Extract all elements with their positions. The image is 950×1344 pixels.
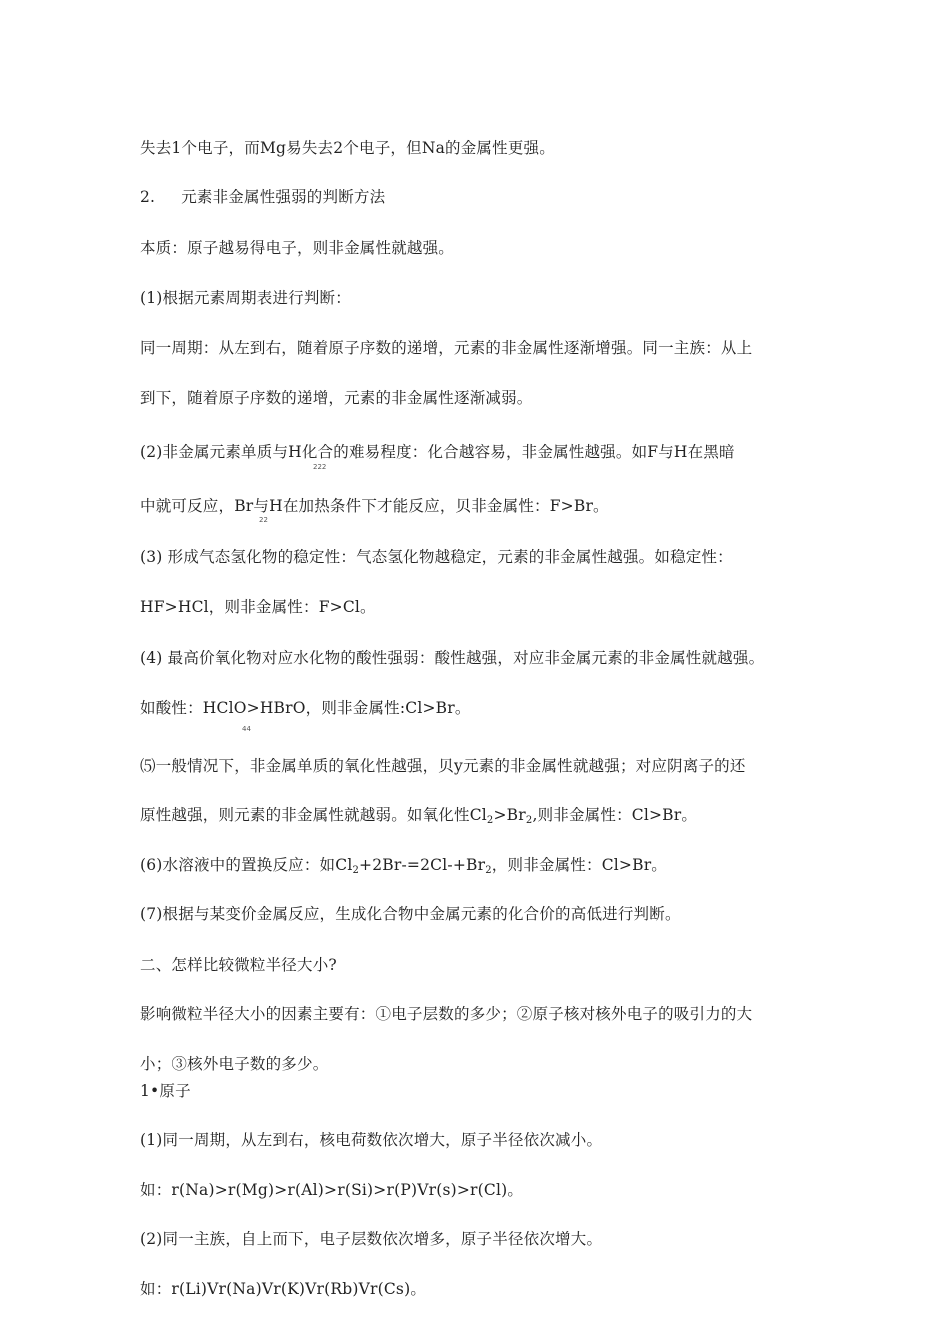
text-line: 本质：原子越易得电子，则非金属性就越强。 [140, 239, 455, 257]
section-number: 2. [140, 188, 156, 206]
text-segment: 原性越强，则元素的非金属性就越弱。如氧化性Cl [140, 806, 487, 824]
subscript: 2 [486, 815, 494, 826]
text-line: 如酸性：HClO>HBrO，则非金属性:Cl>Br。 [140, 699, 471, 717]
subscript: 2 [525, 815, 533, 826]
text-segment: ,则非金属性：Cl>Br。 [532, 806, 698, 824]
subheading: 1•原子 [140, 1082, 191, 1100]
text-line: (1)同一周期，从左到右，核电荷数依次增大，原子半径依次减小。 [140, 1131, 603, 1149]
stray-subscript: 22 [259, 516, 268, 524]
text-segment: >Br [493, 806, 526, 824]
text-segment: ，则非金属性：Cl>Br。 [491, 856, 668, 874]
text-line: 小；③核外电子数的多少。 [140, 1055, 329, 1073]
text-line [140, 855, 667, 875]
subheading: 二、怎样比较微粒半径大小? [140, 956, 337, 974]
text-line: 影响微粒半径大小的因素主要有：①电子层数的多少；②原子核对核外电子的吸引力的大 [140, 1005, 753, 1023]
text-line: 如：r(Na)>r(Mg)>r(Al)>r(Si)>r(P)Vr(s)>r(Cl)。 [140, 1181, 524, 1199]
text-line: (4) 最高价氧化物对应水化物的酸性强弱：酸性越强，对应非金属元素的非金属性就越强。 [140, 649, 765, 667]
text-line: (2)同一主族，自上而下，电子层数依次增多，原子半径依次增大。 [140, 1230, 603, 1248]
text-line: 如：r(Li)Vr(Na)Vr(K)Vr(Rb)Vr(Cs)。 [140, 1280, 427, 1298]
text-line: (7)根据与某变价金属反应，生成化合物中金属元素的化合价的高低进行判断。 [140, 905, 681, 923]
text-line: 同一周期：从左到右，随着原子序数的递增，元素的非金属性逐渐增强。同一主族：从上 [140, 339, 753, 357]
text-line: 失去1个电子，而Mg易失去2个电子，但Na的金属性更强。 [140, 139, 555, 157]
text-line: HF>HCl，则非金属性：F>Cl。 [140, 598, 376, 616]
text-line: 到下，随着原子序数的递增，元素的非金属性逐渐减弱。 [140, 389, 533, 407]
section-heading [140, 187, 385, 207]
text-line: 中就可反应，Br与H在加热条件下才能反应，贝非金属性：F>Br。 [140, 497, 609, 515]
text-line: (2)非金属元素单质与H化合的难易程度：化合越容易，非金属性越强。如F与H在黑暗 [140, 443, 735, 461]
text-line [140, 805, 697, 825]
stray-subscript: 222 [313, 463, 327, 471]
text-segment: (6)水溶液中的置换反应：如Cl [140, 856, 353, 874]
subscript: 2 [485, 865, 492, 876]
text-line: (3) 形成气态氢化物的稳定性：气态氢化物越稳定，元素的非金属性越强。如稳定性： [140, 548, 733, 566]
section-title: 元素非金属性强弱的判断方法 [181, 188, 386, 206]
text-line: (1)根据元素周期表进行判断： [140, 289, 351, 307]
text-segment: +2Br-=2Cl-+Br [359, 856, 486, 874]
subscript: 2 [352, 865, 360, 876]
stray-subscript: 44 [242, 725, 251, 733]
text-line: ⑸一般情况下，非金属单质的氧化性越强，贝y元素的非金属性就越强；对应阴离子的还 [140, 757, 746, 775]
